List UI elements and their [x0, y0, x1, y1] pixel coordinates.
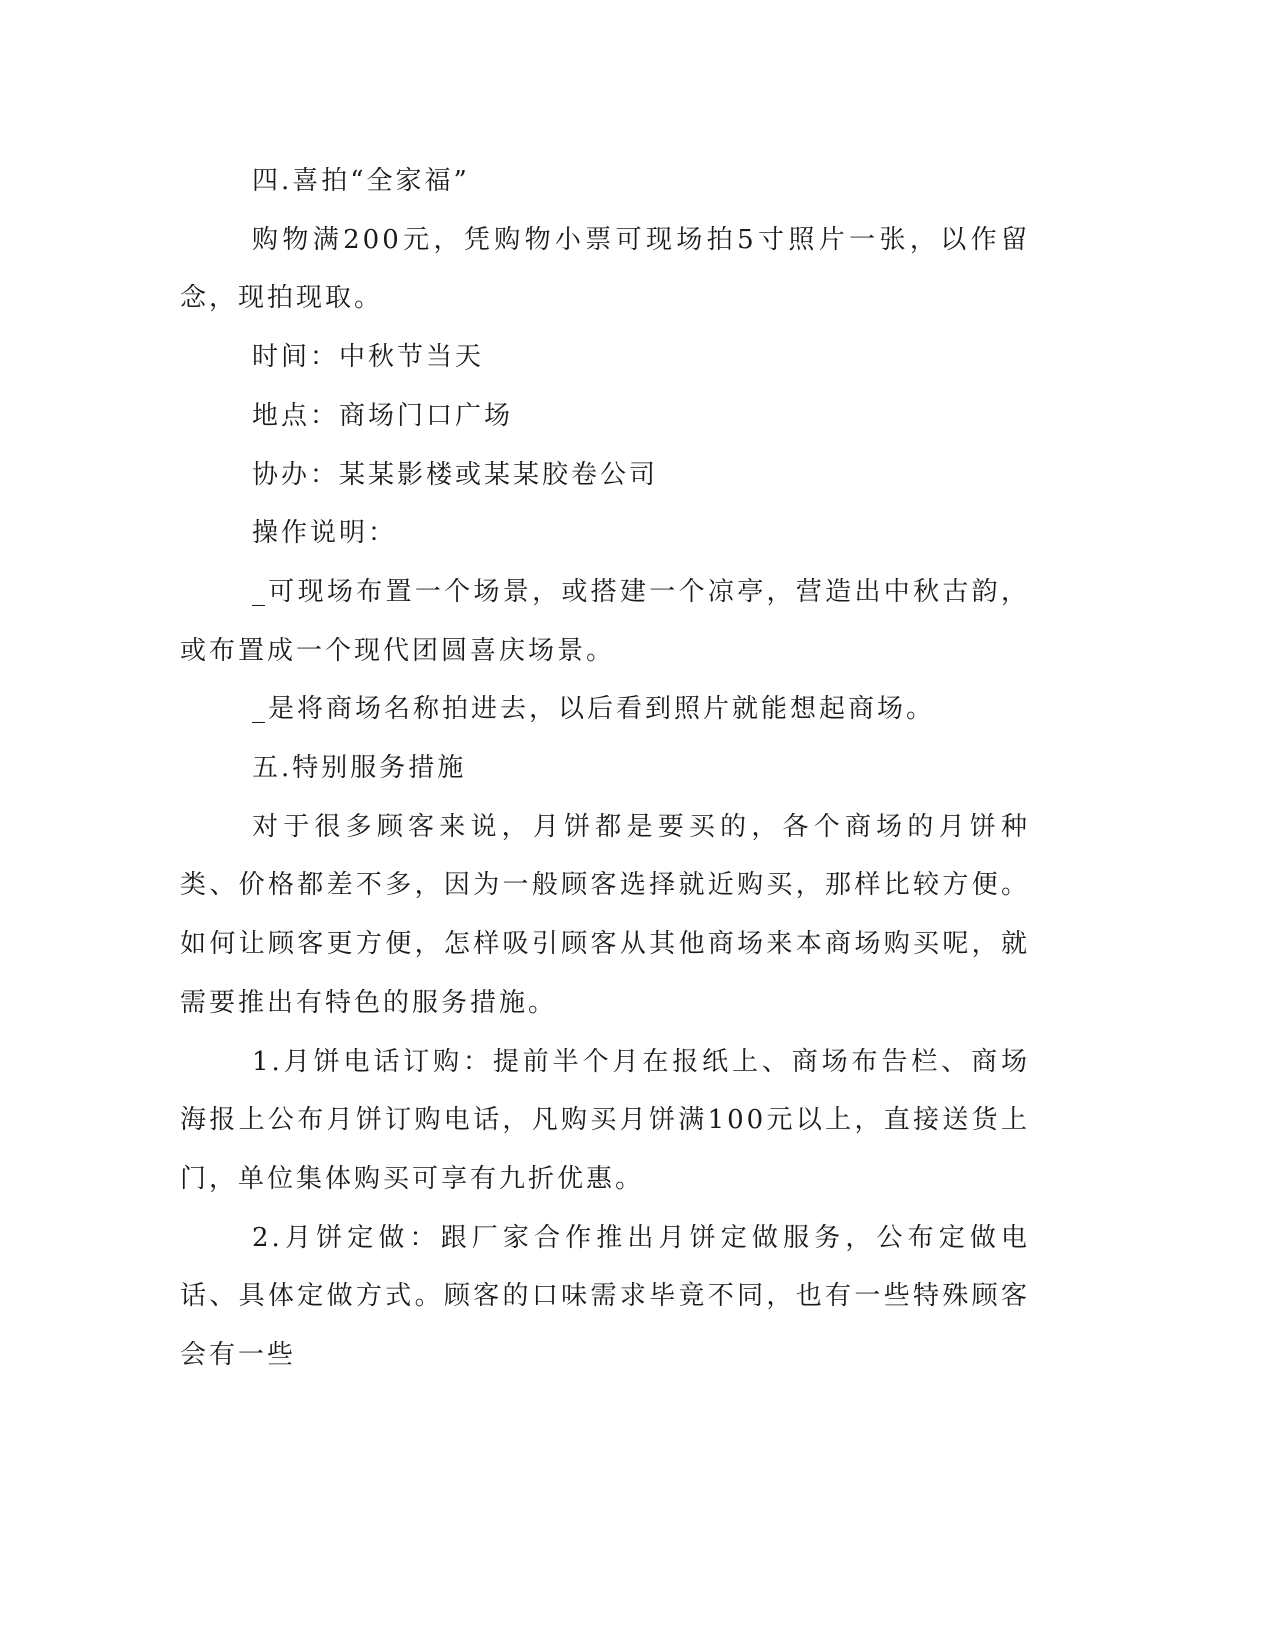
- paragraph-instructions-label: 操作说明：: [252, 518, 398, 549]
- paragraph-instruction-scene: _可现场布置一个场景，或搭建一个凉亭，营造出中秋古韵，或布置成一个现代团圆喜庆场景。: [180, 576, 1030, 666]
- paragraph-photo-offer: 购物满200元，凭购物小票可现场拍5寸照片一张，以作留念，现拍现取。: [180, 224, 1030, 314]
- paragraph-co-organizer: 协办：某某影楼或某某胶卷公司: [252, 459, 659, 490]
- paragraph-services-intro: 对于很多顾客来说，月饼都是要买的，各个商场的月饼种类、价格都差不多，因为一般顾客选择就近购买，那样比较方便。如何让顾客更方便，怎样吸引顾客从其他商场来本商场购买呢，就需要推出有特色的服务措施。: [180, 811, 1030, 1018]
- paragraph-custom-order: 2.月饼定做：跟厂家合作推出月饼定做服务，公布定做电话、具体定做方式。顾客的口味需求毕竟不同，也有一些特殊顾客会有一些: [180, 1222, 1030, 1371]
- paragraph-time: 时间：中秋节当天: [252, 342, 485, 373]
- heading-family-photo: 四.喜拍“全家福”: [252, 166, 470, 196]
- document-body: [180, 152, 1030, 1385]
- paragraph-instruction-name: _是将商场名称拍进去，以后看到照片就能想起商场。: [252, 694, 936, 725]
- heading-special-services: 五.特别服务措施: [252, 753, 467, 784]
- paragraph-location: 地点：商场门口广场: [252, 400, 514, 431]
- paragraph-phone-order: 1.月饼电话订购：提前半个月在报纸上、商场布告栏、商场海报上公布月饼订购电话，凡购买月饼满100元以上，直接送货上门，单位集体购买可享有九折优惠。: [180, 1046, 1030, 1194]
